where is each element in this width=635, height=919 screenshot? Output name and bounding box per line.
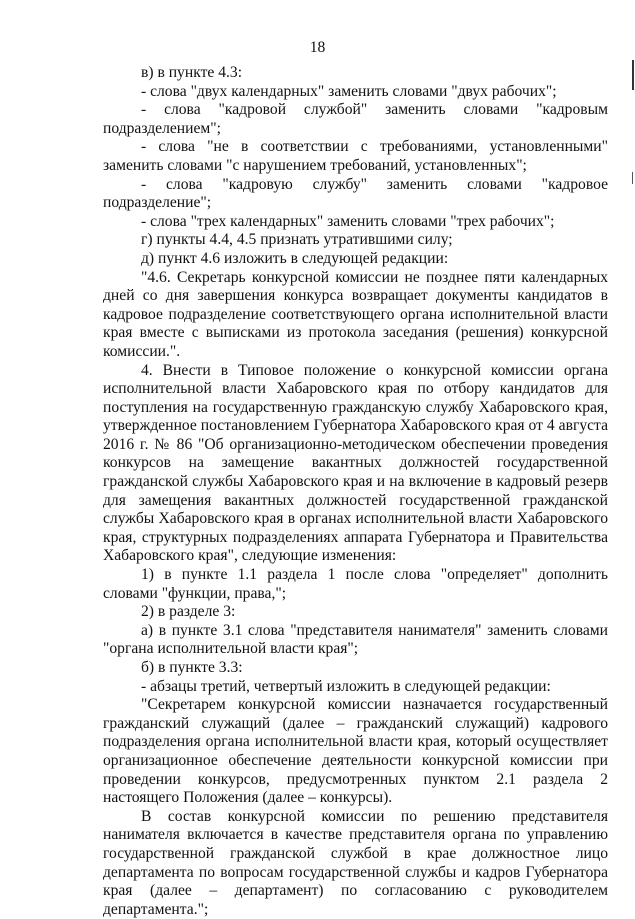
paragraph: д) пункт 4.6 изложить в следующей редакции: (141, 249, 449, 267)
paragraph: а) в пункте 3.1 слова "представителя нанимателя" заменить словами "органа исполнительной власти края"; (103, 621, 608, 658)
paragraph: - слова "кадровую службу" заменить словами "кадровое подразделение"; (103, 175, 608, 212)
paragraph: - слова "не в соответствии с требованиями, установленными" заменить словами "с нарушением требований, установленных"; (103, 138, 608, 174)
page-edge-mark (632, 60, 634, 90)
paragraph: 4. Внести в Типовое положение о конкурсной комиссии органа исполнительной власти Хабаровского края по отбору кандидатов для поступления на государственную гражданскую службу Хабаровского края, утвержденное постановлением Губернатора Хабаровского края от 4 августа 2016 г. № 86 "Об организационно-методическом обеспечении проведения конкурсов на замещение вакантных должностей государственной гражданской службы Хабаровского края и на включение в кадровый резерв для замещения вакантных должностей государственной гражданской службы Хабаровского края в органах исполнительной власти Хабаровского края, структурных подразделениях аппарата Губернатора и Правительства Хабаровского края", следующие изменения: (103, 361, 608, 565)
page-number: 18 (309, 39, 326, 56)
paragraph: г) пункты 4.4, 4.5 признать утратившими силу; (141, 231, 453, 249)
document-body (103, 64, 608, 919)
page-edge-mark (632, 172, 633, 184)
paragraph: "4.6. Секретарь конкурсной комиссии не позднее пяти календарных дней со дня завершения конкурса возвращает документы кандидатов в кадровое подразделение соответствующего органа исполнительной власти края вместе с выписками из протокола заседания (решения) конкурсной комиссии.". (103, 268, 608, 360)
paragraph: - слова "кадровой службой" заменить словами "кадровым подразделением"; (103, 101, 608, 137)
paragraph: - абзацы третий, четвертый изложить в следующей редакции: (141, 677, 551, 695)
paragraph: - слова "трех календарных" заменить словами "трех рабочих"; (141, 212, 555, 230)
paragraph: в) в пункте 4.3: (141, 64, 243, 81)
paragraph: б) в пункте 3.3: (141, 659, 243, 676)
paragraph: 1) в пункте 1.1 раздела 1 после слова "определяет" дополнить словами "функции, права,"; (103, 566, 608, 602)
paragraph: - слова "двух календарных" заменить словами "двух рабочих"; (141, 82, 557, 100)
paragraph: 2) в разделе 3: (141, 603, 236, 621)
paragraph: "Секретарем конкурсной комиссии назначается государственный гражданский служащий (далее – гражданский служащий) кадрового подразделения органа исполнительной власти края, который осуществляет организационное обеспечение деятельности конкурсной комиссии при проведении конкурсов, предусмотренных пунктом 2.1 раздела 2 настоящего Положения (далее – конкурсы). (103, 696, 608, 807)
paragraph: В состав конкурсной комиссии по решению представителя нанимателя включается в качестве представителя органа по управлению государственной гражданской службой в крае должностное лицо департамента по вопросам государственной службы и кадров Губернатора края (далее – департамент) по согласованию с руководителем департамента."; (103, 807, 608, 918)
